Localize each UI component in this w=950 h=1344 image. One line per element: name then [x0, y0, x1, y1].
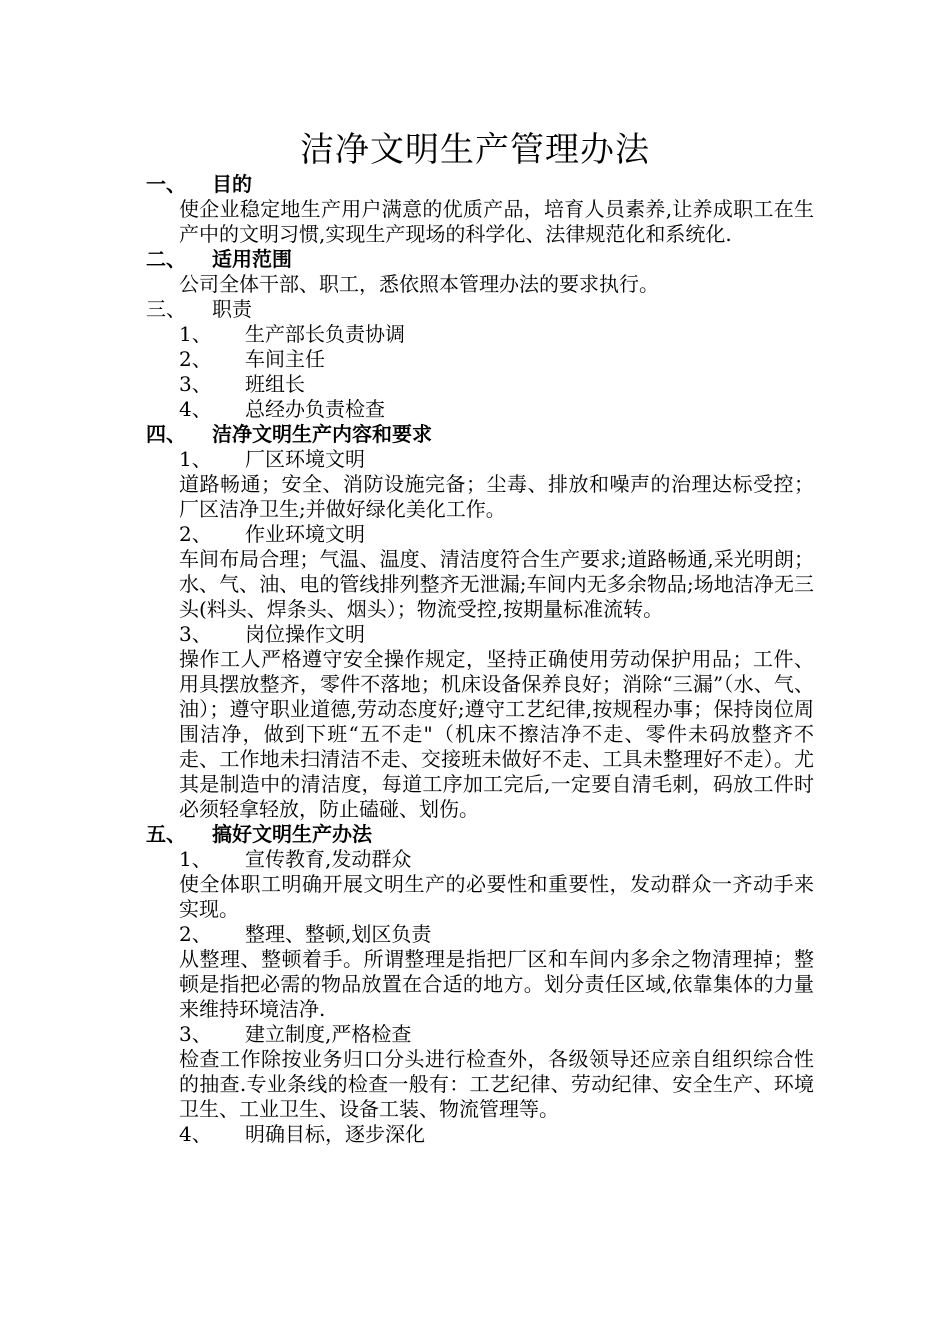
- item-text: 生产部长负责协调: [245, 322, 405, 346]
- item-text: 整理、整顿,划区负责: [245, 922, 432, 946]
- section-title: 洁净文明生产内容和要求: [212, 422, 432, 446]
- document-body: [146, 172, 814, 1147]
- section-paragraph: 使企业稳定地生产用户满意的优质产品，培育人员素养,让养成职工在生产中的文明习惯,实现生产现场的科学化、法律规范化和系统化.: [179, 197, 814, 246]
- subsection-paragraph: 检查工作除按业务归口分头进行检查外，各级领导还应亲自组织综合性的抽查.专业条线的检查一般有：工艺纪律、劳动纪律、安全生产、环境卫生、工业卫生、设备工装、物流管理等。: [179, 1047, 814, 1121]
- section-number: 五、: [146, 822, 186, 846]
- item-text: 宣传教育,发动群众: [245, 847, 412, 871]
- section-number: 三、: [146, 297, 186, 321]
- list-item: [146, 372, 814, 397]
- list-item: [146, 322, 814, 347]
- item-number: 3、: [179, 622, 212, 646]
- item-number: 3、: [179, 372, 212, 396]
- item-text: 明确目标，逐步深化: [245, 1122, 425, 1146]
- item-number: 2、: [179, 522, 212, 546]
- section-title: 搞好文明生产办法: [212, 822, 372, 846]
- subsection-paragraph: 从整理、整顿着手。所谓整理是指把厂区和车间内多余之物清理掉；整顿是指把必需的物品放置在合适的地方。划分责任区域,依靠集体的力量来维持环境洁净.: [179, 947, 814, 1021]
- subsection-heading: [146, 1022, 814, 1047]
- section-number: 二、: [146, 247, 186, 271]
- section-title: 目的: [212, 172, 252, 196]
- subsection-heading: [146, 522, 814, 547]
- item-text: 建立制度,严格检查: [245, 1022, 412, 1046]
- section-heading-purpose: [146, 172, 814, 197]
- item-number: 1、: [179, 847, 212, 871]
- item-text: 作业环境文明: [245, 522, 365, 546]
- item-number: 2、: [179, 922, 212, 946]
- section-heading-responsibilities: [146, 297, 814, 322]
- item-number: 1、: [179, 322, 212, 346]
- item-text: 总经办负责检查: [245, 397, 385, 421]
- item-number: 3、: [179, 1022, 212, 1046]
- subsection-paragraph: 车间布局合理；气温、温度、清洁度符合生产要求;道路畅通,采光明朗；水、气、油、电的管线排列整齐无泄漏;车间内无多余物品;场地洁净无三头(料头、焊条头、烟头）；物流受控,按期量标准流转。: [179, 547, 814, 621]
- section-heading-requirements: [146, 422, 814, 447]
- item-text: 岗位操作文明: [245, 622, 365, 646]
- item-number: 2、: [179, 347, 212, 371]
- subsection-heading: [146, 447, 814, 472]
- section-paragraph: 公司全体干部、职工，悉依照本管理办法的要求执行。: [179, 272, 659, 296]
- subsection-heading: [146, 622, 814, 647]
- list-item: [146, 347, 814, 372]
- item-number: 1、: [179, 447, 212, 471]
- section-title: 职责: [212, 297, 252, 321]
- section-title: 适用范围: [212, 247, 292, 271]
- subsection-paragraph: 操作工人严格遵守安全操作规定，坚持正确使用劳动保护用品；工件、用具摆放整齐，零件不落地；机床设备保养良好；消除“三漏”（水、气、油）；遵守职业道德,劳动态度好;遵守工艺纪律,按规程办事；保持岗位周围洁净，做到下班“五不走"（机床不擦洁净不走、零件未码放整齐不走、工作地未扫清洁不走、交接班未做好不走、工具未整理好不走）。尤其是制造中的清洁度，每道工序加工完后,一定要自清毛刺，码放工件时必须轻拿轻放，防止磕碰、划伤。: [179, 647, 814, 821]
- list-item: [146, 397, 814, 422]
- subsection-paragraph: 使全体职工明确开展文明生产的必要性和重要性，发动群众一齐动手来实现。: [179, 872, 814, 921]
- section-number: 四、: [146, 422, 186, 446]
- item-number: 4、: [179, 397, 212, 421]
- item-text: 班组长: [245, 372, 305, 396]
- subsection-paragraph: 道路畅通；安全、消防设施完备；尘毒、排放和噪声的治理达标受控；厂区洁净卫生;并做好绿化美化工作。: [179, 472, 814, 521]
- section-heading-scope: [146, 247, 814, 272]
- item-text: 车间主任: [245, 347, 325, 371]
- item-number: 4、: [179, 1122, 212, 1146]
- subsection-heading: [146, 1122, 814, 1147]
- item-text: 厂区环境文明: [245, 447, 365, 471]
- document-title: 洁净文明生产管理办法: [300, 130, 650, 170]
- subsection-heading: [146, 847, 814, 872]
- subsection-heading: [146, 922, 814, 947]
- section-heading-methods: [146, 822, 814, 847]
- section-number: 一、: [146, 172, 186, 196]
